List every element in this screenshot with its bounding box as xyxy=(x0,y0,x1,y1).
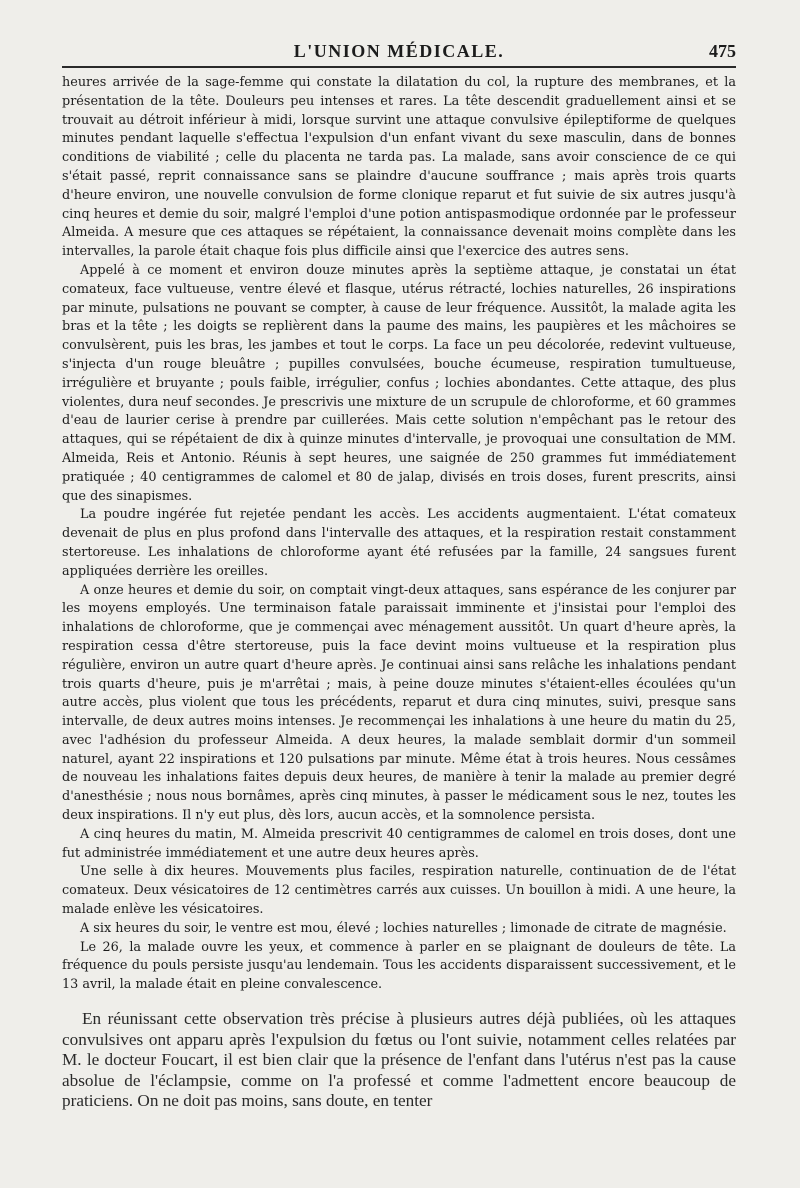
paragraph: Appelé à ce moment et environ douze minutes après la septième attaque, je constatai un état comateux, face vultueuse, ventre élevé et flasque, utérus rétracté, lochies naturelles, 26 inspirations par minute, pulsations ne pouvant se compter, à cause de leur fréquence. Aussitôt, la malade agita les bras et la tête ; les doigts se replièrent dans la paume des mains, les paupières et les mâchoires se convulsèrent, puis les bras, les jambes et tout le corps. La face un peu décolorée, redevint vultueuse, s'injecta d'un rouge bleuâtre ; pupilles convulsées, bouche écumeuse, respiration tumultueuse, irrégulière et bruyante ; pouls faible, irrégulier, confus ; lochies abondantes. Cette attaque, des plus violentes, dura neuf secondes. Je prescrivis une mixture de un scrupule de chloroforme, et 60 grammes d'eau de laurier cerise à prendre par cuillerées. Mais cette solution n'empêchant pas le retour des attaques, qui se répétaient de dix à quinze minutes d'intervalle, je provoquai une consultation de MM. Almeida, Reis et Antonio. Réunis à sept heures, une saignée de 250 grammes fut immédiatement pratiquée ; 40 centigrammes de calomel et 80 de jalap, divisés en trois doses, furent prescrits, ainsi que des sinapismes. xyxy=(62,262,736,504)
page-header xyxy=(62,0,736,64)
commentary-text xyxy=(62,1009,736,1112)
paragraph: A cinq heures du matin, M. Almeida prescrivit 40 centigrammes de calomel en trois doses, dont une fut administrée immédiatement et une autre deux heures après. xyxy=(62,826,736,861)
paragraph: heures arrivée de la sage-femme qui constate la dilatation du col, la rupture des membranes, et la présentation de la tête. Douleurs peu intenses et rares. La tête descendit graduellement ainsi et se trouvait au détroit inférieur à midi, lorsque survint une attaque convulsive épileptiforme de quelques minutes pendant laquelle s'effectua l'expulsion d'un enfant vivant du sexe masculin, dans de bonnes conditions de viabilité ; celle du placenta ne tarda pas. La malade, sans avoir conscience de ce qui s'était passé, reprit connaissance sans se plaindre d'aucune souffrance ; mais après trois quarts d'heure environ, une nouvelle convulsion de forme clonique reparut et fut suivie de six autres jusqu'à cinq heures et demie du soir, malgré l'emploi d'une potion antispasmodique ordonnée par le professeur Almeida. A mesure que ces attaques se répétaient, la connaissance devenait moins complète dans les intervalles, la parole était chaque fois plus difficile ainsi que l'exercice des autres sens. xyxy=(62,75,736,260)
paragraph: La poudre ingérée fut rejetée pendant les accès. Les accidents augmentaient. L'état comateux devenait de plus en plus profond dans l'intervalle des attaques, et la respiration restait constamment stertoreuse. Les inhalations de chloroforme ayant été refusées par la famille, 24 sangsues furent appliquées derrière les oreilles. xyxy=(62,507,736,579)
header-rule xyxy=(62,66,736,68)
paragraph: En réunissant cette observation très précise à plusieurs autres déjà publiées, où les attaques convulsives ont apparu après l'expulsion du fœtus ou l'ont suivie, notamment celles relatées par M. le docteur Foucart, il est bien clair que la présence de l'enfant dans l'utérus n'est pas la cause absolue de l'éclampsie, comme on l'a professé et comme l'admettent encore beaucoup de praticiens. On ne doit pas moins, sans doute, en tenter xyxy=(62,1009,736,1111)
paragraph: A six heures du soir, le ventre est mou, élevé ; lochies naturelles ; limonade de citrate de magnésie. xyxy=(80,920,727,936)
running-title: L'UNION MÉDICALE. xyxy=(293,41,505,61)
paragraph: Une selle à dix heures. Mouvements plus faciles, respiration naturelle, continuation de de l'état comateux. Deux vésicatoires de 12 centimètres carrés aux cuisses. Un bouillon à midi. A une heure, la malade enlève les vésicatoires. xyxy=(62,864,736,918)
paragraph: A onze heures et demie du soir, on comptait vingt-deux attaques, sans espérance de les conjurer par les moyens employés. Une terminaison fatale paraissait imminente et j'insistai pour l'emploi des inhalations de chloroforme, que je commençai avec ménagement aussitôt. Un quart d'heure après, la respiration cessa d'être stertoreuse, puis la face devint moins vultueuse et la respiration plus régulière, environ un autre quart d'heure après. Je continuai ainsi sans relâche les inhalations pendant trois quarts d'heure, puis je m'arrêtai ; mais, à peine douze minutes s'étaient-elles écoulées qu'un autre accès, plus violent que tous les précédents, reparut et dura cinq minutes, suivi, presque sans intervalle, de deux autres moins intenses. Je recommençai les inhalations à une heure du matin du 25, avec l'adhésion du professeur Almeida. A deux heures, la malade semblait dormir d'un sommeil naturel, ayant 22 inspirations et 120 pulsations par minute. Même état à trois heures. Nous cessâmes de nouveau les inhalations faites depuis deux heures, de manière à tenir la malade au premier degré d'anesthésie ; nous nous bornâmes, après cinq minutes, à passer le médicament sous le nez, toutes les deux inspirations. Il n'y eut plus, dès lors, aucun accès, et la somnolence persista. xyxy=(62,582,736,824)
paragraph: Le 26, la malade ouvre les yeux, et commence à parler en se plaignant de douleurs de tête. La fréquence du pouls persiste jusqu'au lendemain. Tous les accidents disparaissent successivement, et le 13 avril, la malade était en pleine convalescence. xyxy=(62,939,736,993)
page-number: 475 xyxy=(709,41,736,61)
observation-text xyxy=(62,74,736,995)
